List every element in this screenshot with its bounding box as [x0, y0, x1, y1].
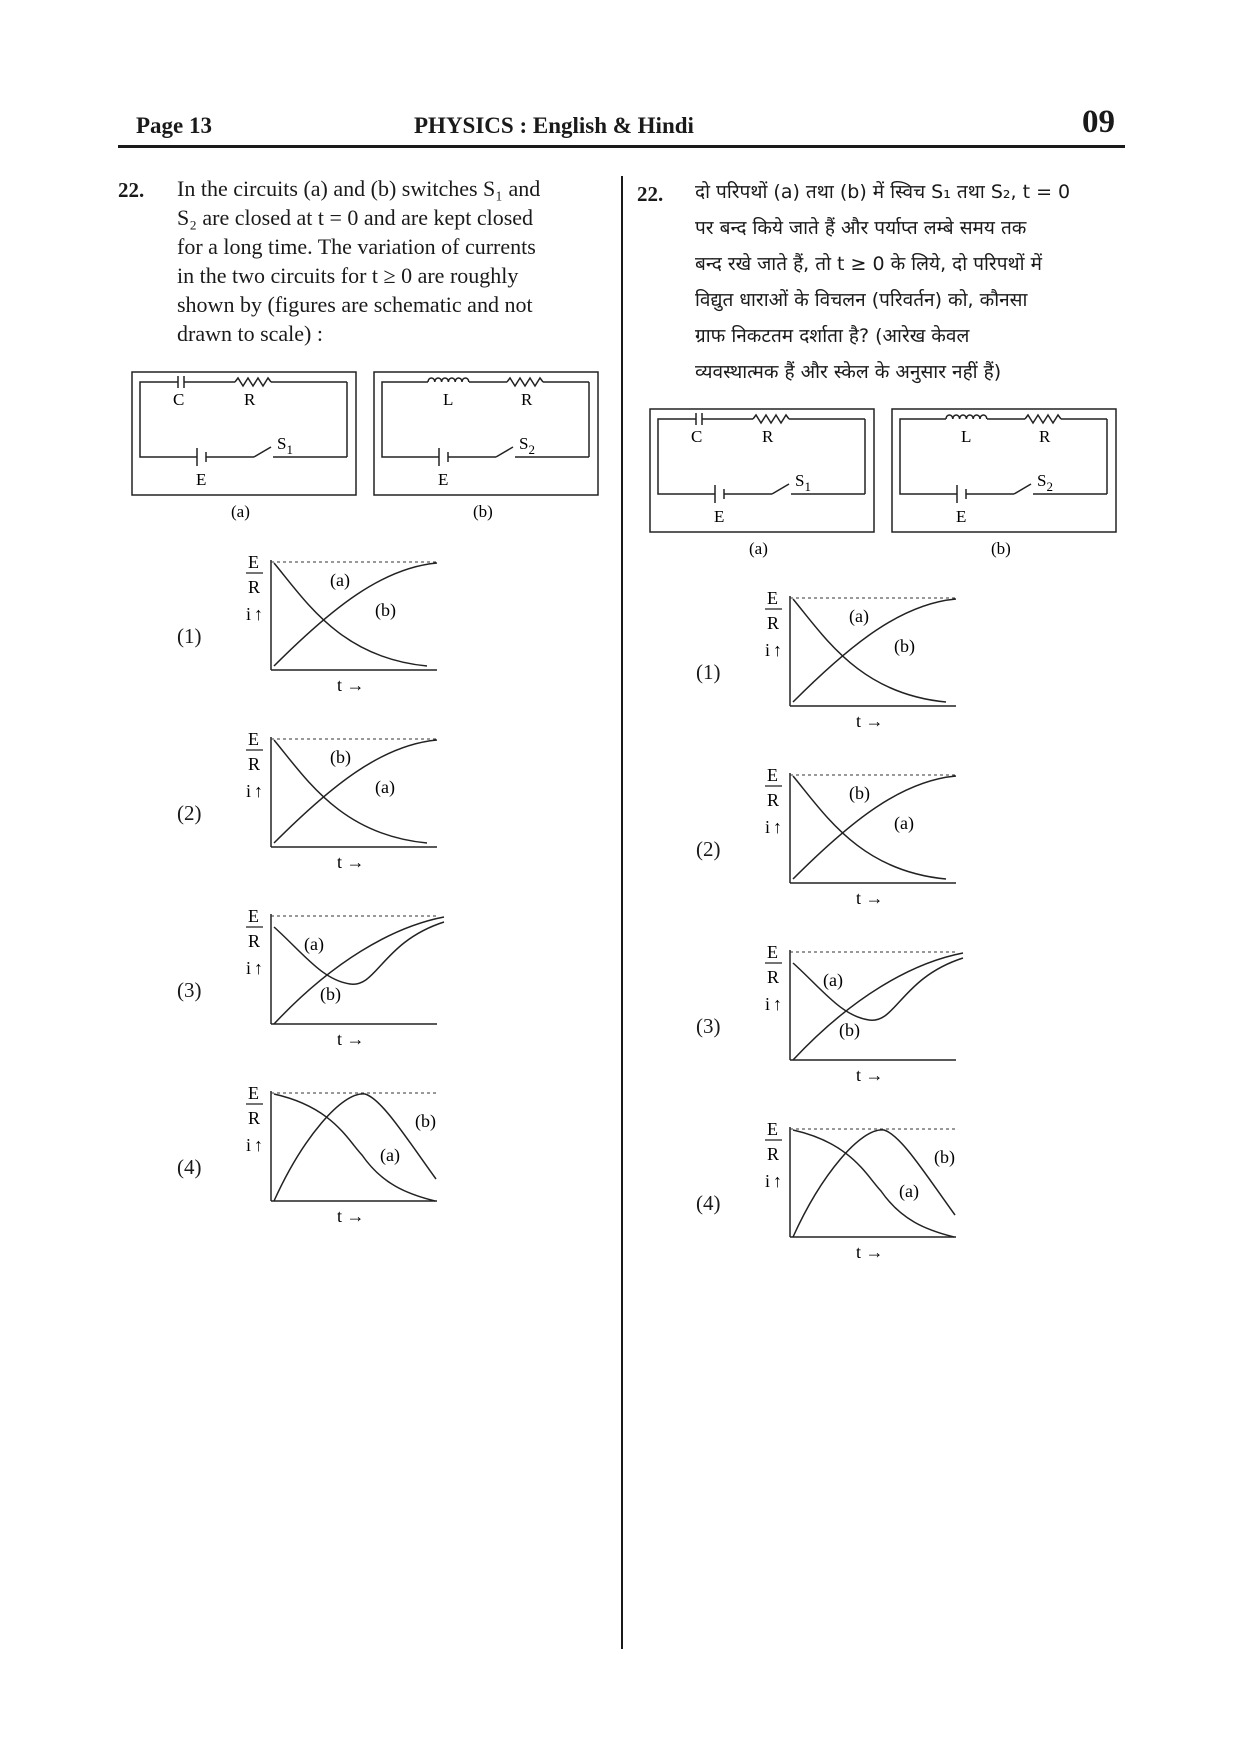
answer-option[interactable] [696, 938, 996, 1088]
option-label: (2) [177, 801, 202, 825]
axis-fraction-r: R [248, 1108, 261, 1128]
curve-label: (b) [934, 1147, 955, 1167]
circuit-wire [900, 419, 1107, 494]
answer-option[interactable] [177, 725, 477, 875]
question-line: पर बन्द किये जाते हैं और पर्याप्त लम्बे समय तक [695, 217, 1027, 239]
battery-symbol [439, 448, 448, 466]
circuit-caption: (a) [231, 502, 250, 521]
battery-symbol [957, 485, 966, 503]
switch-symbol [772, 484, 789, 494]
question-line: दो परिपथों (a) तथा (b) में स्विच S₁ तथा S₂, t = 0 [695, 181, 1071, 203]
axis-fraction-e: E [248, 1083, 259, 1103]
curve-label: (a) [330, 570, 350, 590]
question-line: व्यवस्थात्मक हैं और स्केल के अनुसार नहीं हैं) [695, 361, 1002, 383]
circuit-wire [382, 382, 589, 457]
curve-label: (b) [330, 747, 351, 767]
x-axis-label: t → [337, 1029, 365, 1049]
curve-label: (b) [320, 984, 341, 1004]
curve [793, 599, 956, 702]
axis-fraction-e: E [248, 552, 259, 572]
axis-fraction-r: R [248, 754, 261, 774]
inductor-label: L [961, 427, 972, 446]
curve [274, 563, 437, 666]
question-line: for a long time. The variation of currents [177, 234, 536, 259]
resistor-label: R [521, 390, 533, 409]
curve-label: (a) [380, 1145, 400, 1165]
column-divider [621, 176, 623, 1649]
resistor-label: R [1039, 427, 1051, 446]
question-text-hindi [695, 174, 1127, 390]
answer-option[interactable] [177, 548, 477, 698]
y-axis-label: i ↑ [246, 604, 264, 624]
curve-label: (b) [375, 600, 396, 620]
current-time-graph [751, 584, 996, 734]
answer-option[interactable] [696, 584, 996, 734]
current-time-graph [751, 1115, 996, 1265]
inductor-label: L [443, 390, 454, 409]
battery-label: E [714, 507, 725, 526]
axis-fraction-r: R [767, 1144, 780, 1164]
curve [793, 776, 956, 879]
axis-fraction-r: R [248, 931, 261, 951]
circuit-diagram-b [373, 371, 599, 521]
question-line: विद्युत धाराओं के विचलन (परिवर्तन) को, कौनसा [695, 289, 1028, 311]
battery-symbol [197, 448, 206, 466]
curve [793, 599, 946, 702]
resistor-label: R [762, 427, 774, 446]
axis-fraction-e: E [248, 729, 259, 749]
option-label: (4) [696, 1191, 721, 1215]
axis-fraction-r: R [767, 967, 780, 987]
y-axis-label: i ↑ [246, 1135, 264, 1155]
page-label: Page 13 [136, 113, 213, 138]
circuit-diagram-b [891, 408, 1117, 558]
x-axis-label: t → [856, 711, 884, 731]
axis-fraction-e: E [767, 1119, 778, 1139]
battery-label: E [956, 507, 967, 526]
circuit-caption: (b) [473, 502, 493, 521]
axis-fraction-e: E [767, 942, 778, 962]
answer-option[interactable] [696, 1115, 996, 1265]
header-rule [118, 145, 1125, 148]
question-line: in the two circuits for t ≥ 0 are roughly [177, 263, 519, 288]
circuit-diagram-a [131, 371, 357, 521]
resistor-symbol [1025, 415, 1061, 423]
switch-label: $S_1$ [795, 471, 811, 494]
curve-label: (a) [849, 606, 869, 626]
paper-code: 09 [1082, 104, 1115, 140]
resistor-symbol [507, 378, 543, 386]
option-label: (4) [177, 1155, 202, 1179]
question-line: drawn to scale) : [177, 321, 323, 346]
switch-symbol [254, 447, 271, 457]
curve-label: (b) [849, 783, 870, 803]
curve-label: (b) [415, 1111, 436, 1131]
y-axis-label: i ↑ [246, 781, 264, 801]
curve-label: (a) [894, 813, 914, 833]
current-time-graph [232, 1079, 477, 1229]
axis-fraction-e: E [767, 588, 778, 608]
question-number-hindi: 22. [637, 182, 664, 206]
question-line: ग्राफ निकटतम दर्शाता है? (आरेख केवल [695, 325, 970, 347]
page-title: PHYSICS : English & Hindi [414, 113, 694, 138]
question-line: In the circuits (a) and (b) switches S₁ and [177, 176, 541, 201]
option-label: (1) [177, 624, 202, 648]
curve [274, 563, 427, 666]
curve [274, 740, 437, 843]
y-axis-label: i ↑ [765, 817, 783, 837]
axis-fraction-r: R [248, 577, 261, 597]
circuit-diagram-a [649, 408, 875, 558]
capacitor-symbol [178, 376, 184, 388]
axis-fraction-r: R [767, 790, 780, 810]
y-axis-label: i ↑ [765, 994, 783, 1014]
capacitor-label: C [691, 427, 703, 446]
circuit-caption: (b) [991, 539, 1011, 558]
axis-fraction-e: E [248, 906, 259, 926]
y-axis-label: i ↑ [765, 1171, 783, 1191]
inductor-symbol [946, 415, 987, 419]
switch-label: $S_1$ [277, 434, 293, 457]
x-axis-label: t → [337, 852, 365, 872]
option-label: (2) [696, 837, 721, 861]
x-axis-label: t → [856, 1242, 884, 1262]
answer-option[interactable] [696, 761, 996, 911]
question-line: बन्द रखे जाते हैं, तो t ≥ 0 के लिये, दो परिपथों में [695, 253, 1042, 275]
curve [274, 1094, 435, 1201]
current-time-graph [232, 725, 477, 875]
current-time-graph [751, 938, 996, 1088]
circuit-frame [374, 372, 598, 495]
curve-label: (b) [839, 1020, 860, 1040]
question-text-english [177, 174, 607, 348]
axis-fraction-e: E [767, 765, 778, 785]
capacitor-symbol [696, 413, 702, 425]
switch-label: $S_2$ [519, 434, 535, 457]
x-axis-label: t → [856, 1065, 884, 1085]
circuit-caption: (a) [749, 539, 768, 558]
answer-option[interactable] [177, 1079, 477, 1229]
battery-symbol [715, 485, 724, 503]
y-axis-label: i ↑ [246, 958, 264, 978]
current-time-graph [232, 902, 477, 1052]
option-label: (3) [696, 1014, 721, 1038]
current-time-graph [232, 548, 477, 698]
battery-label: E [438, 470, 449, 489]
resistor-symbol [235, 378, 271, 386]
curve-label: (a) [899, 1181, 919, 1201]
axis-fraction-r: R [767, 613, 780, 633]
option-label: (3) [177, 978, 202, 1002]
curve-label: (b) [894, 636, 915, 656]
switch-label: $S_2$ [1037, 471, 1053, 494]
y-axis-label: i ↑ [765, 640, 783, 660]
question-line: shown by (figures are schematic and not [177, 292, 533, 317]
x-axis-label: t → [856, 888, 884, 908]
curve-label: (a) [375, 777, 395, 797]
question-number-english: 22. [118, 178, 145, 202]
resistor-label: R [244, 390, 256, 409]
answer-option[interactable] [177, 902, 477, 1052]
switch-symbol [496, 447, 513, 457]
curve-label: (a) [823, 970, 843, 990]
x-axis-label: t → [337, 1206, 365, 1226]
switch-symbol [1014, 484, 1031, 494]
battery-label: E [196, 470, 207, 489]
capacitor-label: C [173, 390, 185, 409]
question-line: S₂ are closed at t = 0 and are kept closed [177, 205, 534, 230]
option-label: (1) [696, 660, 721, 684]
curve [793, 1130, 954, 1237]
resistor-symbol [753, 415, 789, 423]
circuit-frame [892, 409, 1116, 532]
x-axis-label: t → [337, 675, 365, 695]
inductor-symbol [428, 378, 469, 382]
current-time-graph [751, 761, 996, 911]
curve-label: (a) [304, 934, 324, 954]
